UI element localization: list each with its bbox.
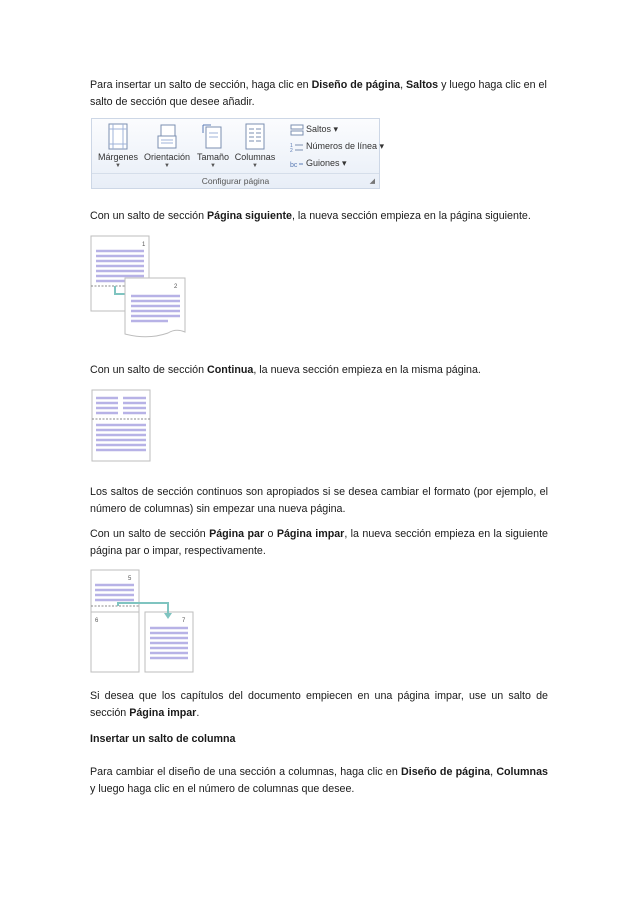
dropdown-arrow-icon: ▼ [164,163,170,169]
margins-icon [106,123,130,151]
columns-button[interactable] [232,123,278,170]
bold-text: Diseño de página [401,766,491,778]
bold-text: Página impar [276,528,345,540]
text: Los saltos de sección continuos son apropiados si se desea cambiar el formato (por ejemplo, el número de columnas) sin empezar una nueva página. [90,486,548,515]
size-button[interactable] [190,123,236,170]
size-label: Tamaño [196,152,230,162]
text: , [400,79,407,91]
size-icon [201,123,225,151]
page-number-1: 1 [142,242,146,248]
breaks-label: Saltos ▾ [306,124,339,134]
margins-button[interactable] [95,123,141,170]
dialog-launcher-icon[interactable]: ◢ [369,178,375,185]
bold-text: Página siguiente [207,210,292,222]
page-number-7: 7 [182,618,186,624]
hyphenation-label: Guiones ▾ [306,158,347,168]
margins-label: Márgenes [97,152,139,162]
dropdown-arrow-icon: ▼ [252,163,258,169]
text: , la nueva sección empieza en la misma página. [253,364,481,376]
bold-text: Columnas [496,766,548,778]
text: y luego haga clic en el número de columnas que desee. [90,783,355,795]
columns-icon [243,123,267,151]
text: , la nueva sección empieza en la siguiente página par o impar, respectivamente. [90,528,548,557]
ribbon-group-label: Configurar página [92,173,379,186]
columns-label: Columnas [234,152,276,162]
paragraph-column-layout [90,764,548,798]
section-heading [90,731,548,748]
paragraph-insert-section-break [90,77,548,111]
heading-text: Insertar un salto de columna [90,733,236,745]
line-numbers-button[interactable] [290,139,384,153]
line-numbers-label: Números de línea ▾ [306,141,385,151]
orientation-icon [155,123,179,151]
text: Para cambiar el diseño de una sección a columnas, haga clic en [90,766,402,778]
bold-text: Página par [209,528,265,540]
dropdown-arrow-icon: ▼ [115,163,121,169]
line-numbers-icon [290,141,304,153]
even-odd-break-illustration [88,568,198,676]
breaks-button[interactable] [290,122,338,136]
text: y luego haga clic en el salto de sección que desee añadir. [90,79,547,108]
page-number-5: 5 [128,576,132,582]
page-setup-ribbon [91,118,385,189]
text: , la nueva sección empieza en la página siguiente. [291,210,531,222]
svg-text:2: 2 [290,147,293,153]
hyphenation-icon [290,158,304,170]
bold-text: Página impar [129,707,197,719]
svg-text:bc: bc [290,161,298,169]
bold-text: Continua [207,364,254,376]
text: Para insertar un salto de sección, haga clic en [90,79,312,91]
bold-text: Diseño de página [311,79,401,91]
continuous-break-illustration [88,387,154,465]
page-number-6: 6 [95,618,99,624]
orientation-button[interactable] [144,123,190,170]
text: Con un salto de sección [90,210,208,222]
text: Si desea que los capítulos del documento empiecen en una página impar, use un salto de sección [90,690,548,719]
paragraph-odd-page-chapters [90,688,548,722]
paragraph-even-odd [90,526,548,560]
paragraph-next-page [90,208,548,225]
next-page-break-illustration [88,234,198,342]
text: Con un salto de sección [90,528,210,540]
breaks-icon [290,124,304,136]
paragraph-continuous-usage [90,484,548,518]
svg-text:1: 1 [290,142,293,149]
bold-text: Saltos [406,79,439,91]
text: Con un salto de sección [90,364,208,376]
orientation-label: Orientación [144,152,191,162]
dropdown-arrow-icon: ▼ [210,163,216,169]
text: o [264,528,277,540]
text: , [490,766,497,778]
paragraph-continuous [90,362,548,379]
hyphenation-button[interactable] [290,156,347,170]
page-number-2: 2 [174,284,178,290]
text: . [196,707,200,719]
